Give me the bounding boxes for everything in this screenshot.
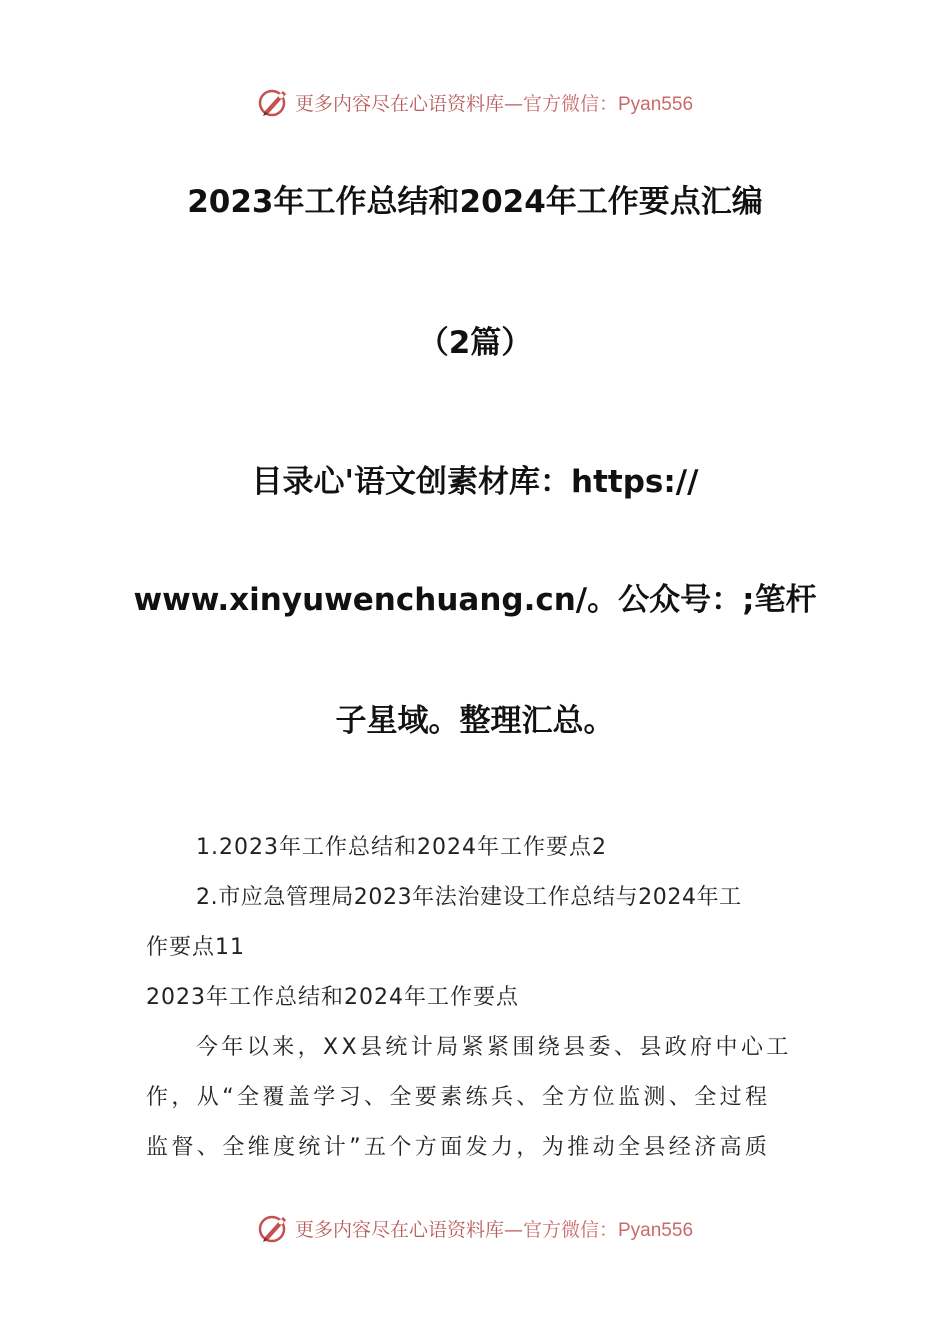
watermark-main-text: 更多内容尽在心语资料库	[294, 92, 504, 115]
watermark-text	[295, 1215, 693, 1242]
watermark-wechat-label: 官方微信：	[522, 92, 618, 115]
pen-circle-logo-icon	[257, 85, 291, 119]
directory-line-3: 子星域。整理汇总。	[335, 703, 615, 739]
toc-item-2[interactable]: 2.市应急管理局2023年法治建设工作总结与2024年工	[196, 885, 742, 910]
toc-item-1[interactable]: 1.2023年工作总结和2024年工作要点2	[196, 835, 607, 860]
watermark-dash: —	[503, 92, 523, 115]
pen-circle-logo-icon	[257, 1211, 291, 1245]
section-heading: 2023年工作总结和2024年工作要点	[146, 985, 519, 1010]
paragraph-line-1: 今年以来，XX县统计局紧紧围绕县委、县政府中心工	[196, 1035, 792, 1060]
watermark-wechat-id: Pyan556	[618, 93, 694, 115]
watermark-dash: —	[503, 1218, 523, 1241]
watermark-banner-bottom	[0, 1208, 950, 1248]
paragraph-line-2: 作，从“全覆盖学习、全要素练兵、全方位监测、全过程	[146, 1085, 771, 1110]
toc-item-2-continued[interactable]: 作要点11	[146, 935, 245, 960]
directory-line-1: 目录心'语文创素材库：https://	[251, 464, 699, 500]
directory-line-2: www.xinyuwenchuang.cn/。公众号：;笔杆	[133, 582, 817, 618]
paragraph-line-3: 监督、全维度统计”五个方面发力，为推动全县经济高质	[146, 1135, 771, 1160]
watermark-banner-top	[0, 82, 950, 122]
watermark-wechat-id: Pyan556	[618, 1219, 694, 1241]
document-title: 2023年工作总结和2024年工作要点汇编	[187, 184, 763, 220]
watermark-main-text: 更多内容尽在心语资料库	[294, 1218, 504, 1241]
document-title-count: （2篇）	[417, 325, 533, 361]
watermark-text	[295, 89, 693, 116]
watermark-wechat-label: 官方微信：	[522, 1218, 618, 1241]
